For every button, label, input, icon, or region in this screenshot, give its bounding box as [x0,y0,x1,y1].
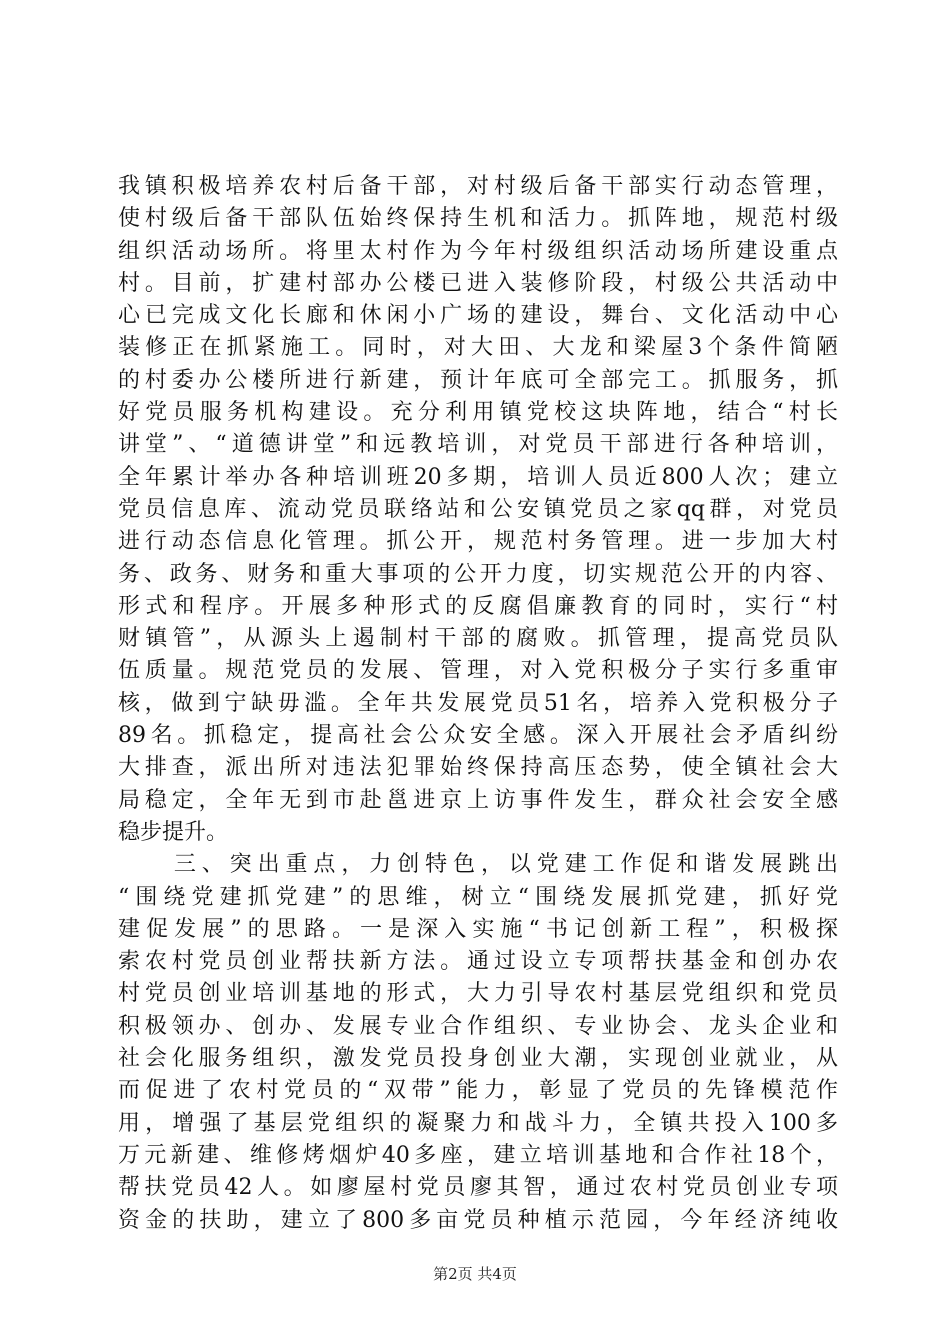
text-line: 进行动态信息化管理。抓公开，规范村务管理。进一步加大村 [118,529,838,555]
text-line: 村党员创业培训基地的形式，大力引导农村基层党组织和党员 [118,981,838,1007]
text-line: 财镇管”，从源头上遏制村干部的腐败。抓管理，提高党员队 [118,626,838,652]
text-line: 建促发展”的思路。一是深入实施“书记创新工程”，积极探 [118,916,838,942]
text-line: 资金的扶助，建立了800多亩党员种植示范园，今年经济纯收 [118,1207,838,1233]
document-body [118,171,838,1237]
text-line: 帮扶党员42人。如廖屋村党员廖其智，通过农村党员创业专项 [118,1175,838,1201]
text-line: 党员信息库、流动党员联络站和公安镇党员之家qq群，对党员 [118,496,838,522]
text-line: 伍质量。规范党员的发展、管理，对入党积极分子实行多重审 [118,658,838,684]
text-line: “围绕党建抓党建”的思维，树立“围绕发展抓党建，抓好党 [118,884,838,910]
text-line: 核，做到宁缺毋滥。全年共发展党员51名，培养入党积极分子 [118,690,838,716]
text-line: 积极领办、创办、发展专业合作组织、专业协会、龙头企业和 [118,1013,838,1039]
text-line: 好党员服务机构建设。充分利用镇党校这块阵地，结合“村长 [118,400,838,426]
section-heading-line: 三、突出重点，力创特色，以党建工作促和谐发展跳出 [118,852,838,878]
page-number-label: 第2页 共4页 [433,1265,517,1283]
text-line: 组织活动场所。将里太村作为今年村级组织活动场所建设重点 [118,238,838,264]
text-line: 村。目前，扩建村部办公楼已进入装修阶段，村级公共活动中 [118,270,838,296]
text-line: 用，增强了基层党组织的凝聚力和战斗力，全镇共投入100多 [118,1110,838,1136]
text-line: 万元新建、维修烤烟炉40多座，建立培训基地和合作社18个， [118,1142,838,1168]
text-line: 社会化服务组织，激发党员投身创业大潮，实现创业就业，从 [118,1046,838,1072]
page-footer [0,1264,950,1284]
text-line: 的村委办公楼所进行新建，预计年底可全部完工。抓服务，抓 [118,367,838,393]
text-line: 使村级后备干部队伍始终保持生机和活力。抓阵地，规范村级 [118,206,838,232]
text-line: 全年累计举办各种培训班20多期，培训人员近800人次；建立 [118,464,838,490]
text-line: 我镇积极培养农村后备干部，对村级后备干部实行动态管理， [118,174,838,199]
text-line: 索农村党员创业帮扶新方法。通过设立专项帮扶基金和创办农 [118,949,838,975]
text-line: 局稳定，全年无到市赴邕进京上访事件发生，群众社会安全感 [118,787,838,813]
paragraph-end-line: 稳步提升。 [118,819,229,845]
text-line: 心已完成文化长廊和休闲小广场的建设，舞台、文化活动中心 [118,303,838,329]
text-line: 装修正在抓紧施工。同时，对大田、大龙和梁屋3个条件简陋 [118,335,838,361]
text-line: 而促进了农村党员的“双带”能力，彰显了党员的先锋模范作 [118,1078,838,1104]
text-line: 大排查，派出所对违法犯罪始终保持高压态势，使全镇社会大 [118,755,838,781]
text-line: 89名。抓稳定，提高社会公众安全感。深入开展社会矛盾纠纷 [118,723,838,749]
text-line: 讲堂”、“道德讲堂”和远教培训，对党员干部进行各种培训， [118,432,838,458]
text-line: 形式和程序。开展多种形式的反腐倡廉教育的同时，实行“村 [118,593,838,619]
text-line: 务、政务、财务和重大事项的公开力度，切实规范公开的内容、 [118,561,838,587]
